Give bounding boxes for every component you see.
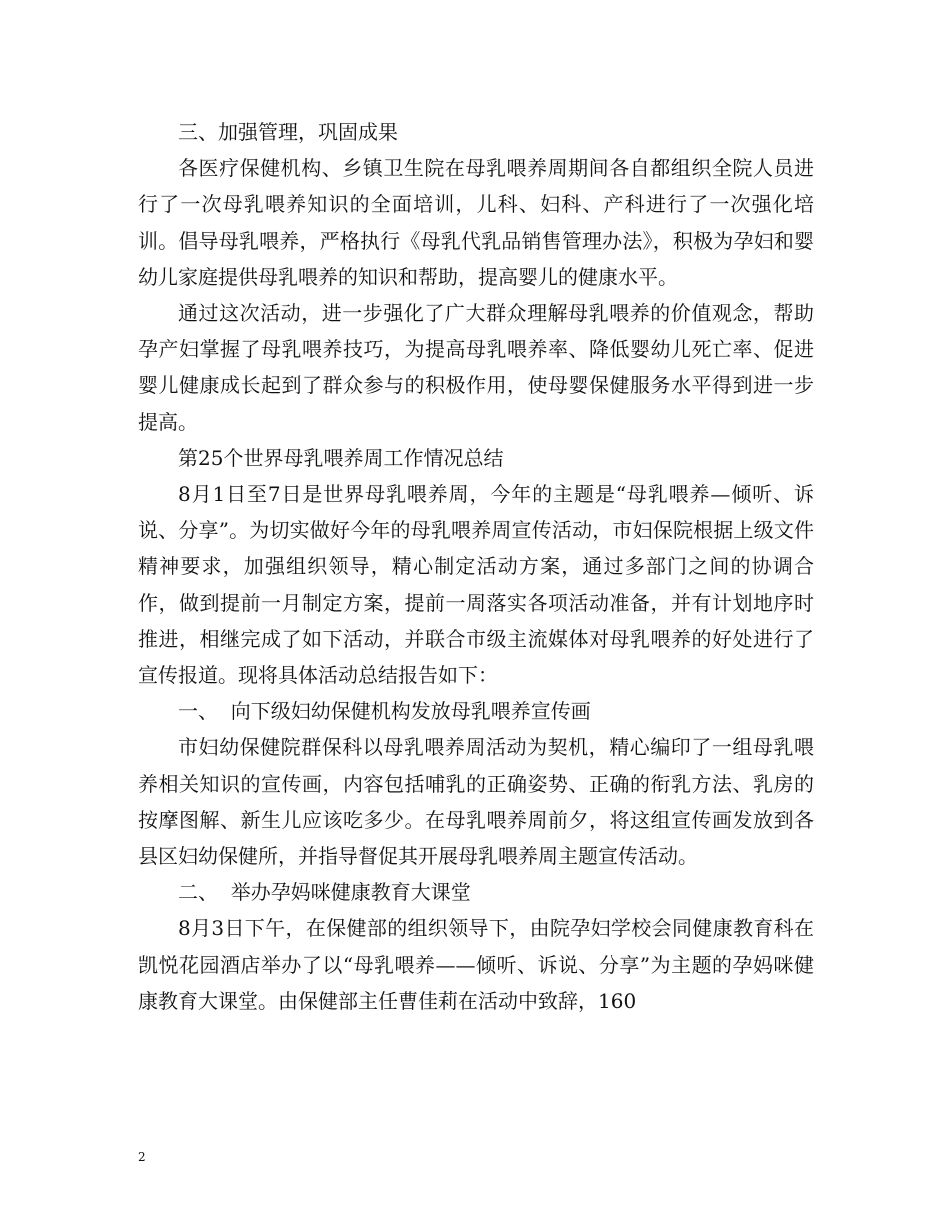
paragraph-health-class: 8月3日下午，在保健部的组织领导下，由院孕妇学校会同健康教育科在凯悦花园酒店举办了以“母乳喂养——倾听、诉说、分享”为主题的孕妈咪健康教育大课堂。由保健部主任曹佳莉在活动中致辞，160 — [138, 916, 814, 1013]
section-heading-posters: 一、 向下级妇幼保健机构发放母乳喂养宣传画 — [178, 699, 591, 724]
section-heading-health-class: 二、 举办孕妈咪健康教育大课堂 — [178, 880, 471, 905]
paragraph-posters: 市妇幼保健院群保科以母乳喂养周活动为契机，精心编印了一组母乳喂养相关知识的宣传画，内容包括哺乳的正确姿势、正确的衔乳方法、乳房的按摩图解、新生儿应该吃多少。在母乳喂养周前夕，将这组宣传画发放到各县区妇幼保健所，并指导督促其开展母乳喂养周主题宣传活动。 — [138, 735, 814, 869]
document-body — [138, 114, 814, 1019]
paragraph-breastfeeding-week-intro: 8月1日至7日是世界母乳喂养周，今年的主题是“母乳喂养—倾听、诉说、分享”。为切实做好今年的母乳喂养周宣传活动，市妇保院根据上级文件精神要求，加强组织领导，精心制定活动方案，通过多部门之间的协调合作，做到提前一月制定方案，提前一周落实各项活动准备，并有计划地序时推进，相继完成了如下活动，并联合市级主流媒体对母乳喂养的好处进行了宣传报道。现将具体活动总结报告如下： — [138, 482, 814, 688]
page-number: 2 — [138, 1150, 146, 1164]
paragraph-training: 各医疗保健机构、乡镇卫生院在母乳喂养周期间各自都组织全院人员进行了一次母乳喂养知识的全面培训，儿科、妇科、产科进行了一次强化培训。倡导母乳喂养，严格执行《母乳代乳品销售管理办法》，积极为孕妇和婴幼儿家庭提供母乳喂养的知识和帮助，提高婴儿的健康水平。 — [138, 156, 814, 289]
section-heading-strengthen-management: 三、加强管理，巩固成果 — [178, 120, 398, 144]
paragraph-activity-results: 通过这次活动，进一步强化了广大群众理解母乳喂养的价值观念，帮助孕产妇掌握了母乳喂养技巧，为提高母乳喂养率、降低婴幼儿死亡率、促进婴儿健康成长起到了群众参与的积极作用，使母婴保健服务水平得到进一步提高。 — [138, 301, 814, 434]
summary-title: 第25个世界母乳喂养周工作情况总结 — [178, 445, 504, 470]
